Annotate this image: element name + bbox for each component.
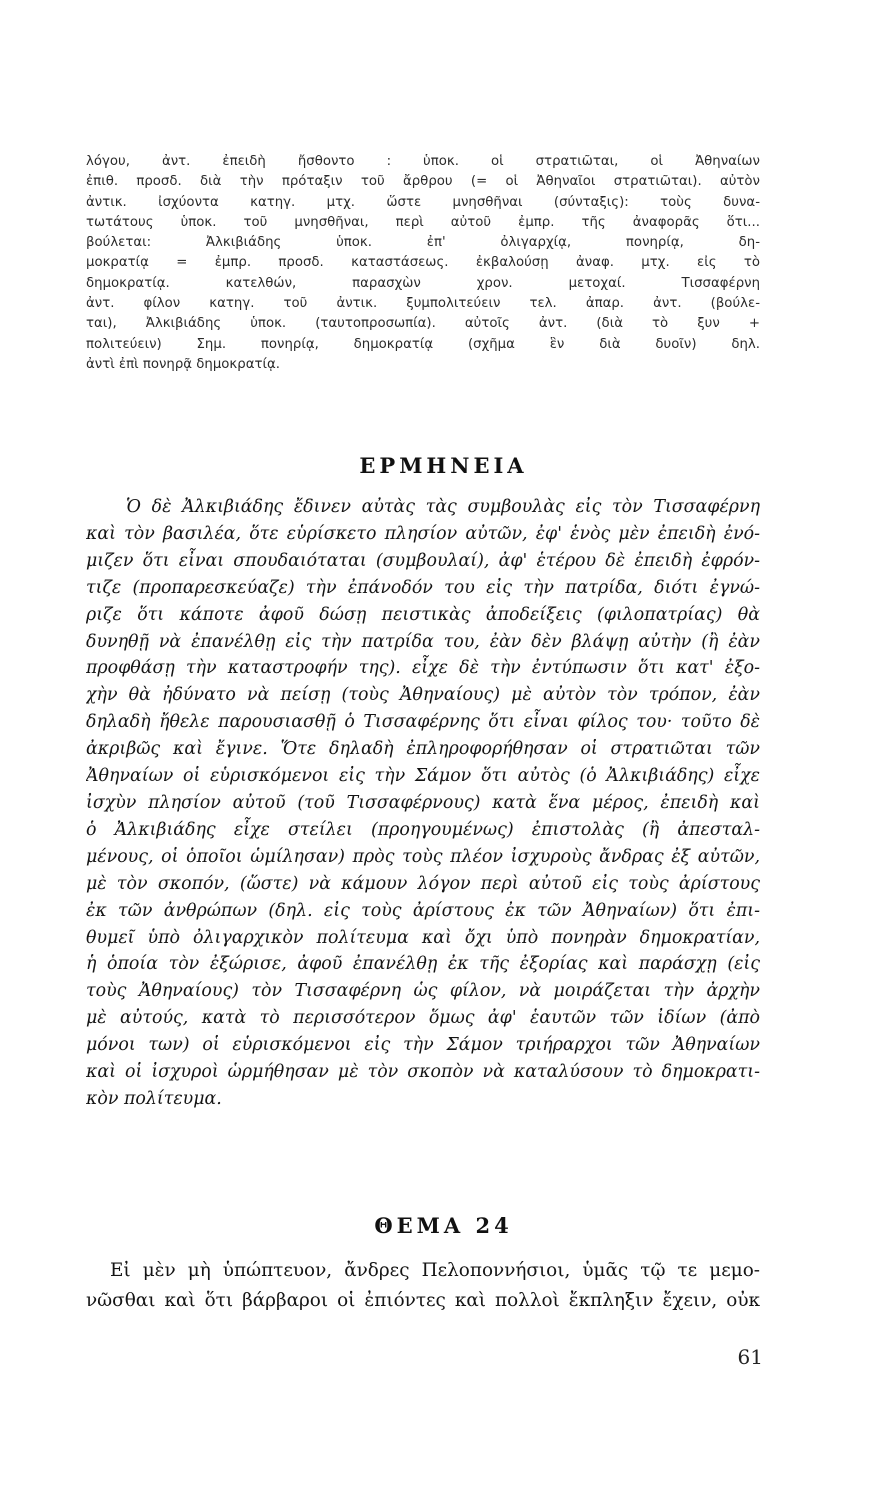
notes-line: ἀντὶ ἐπὶ πονηρᾷ δημοκρατίᾳ. <box>86 356 280 372</box>
translation-line: ἐκ τῶν ἀνθρώπων (δηλ. εἰς τοὺς ἀρίστους ἐκ τῶν Ἀθηναίων) ὅτι ἐπι- <box>86 900 760 921</box>
translation-line: μὲ τὸν σκοπόν, (ὥστε) νὰ κάμουν λόγον περὶ αὐτοῦ εἰς τοὺς ἀρίστους <box>86 873 760 894</box>
section-heading-ermineia: ΕΡΜΗΝΕΙΑ <box>359 453 528 478</box>
translation-line: καὶ οἱ ἰσχυροὶ ὡρμήθησαν μὲ τὸν σκοπὸν νὰ καταλύσουν τὸ δημοκρατι- <box>86 1062 760 1083</box>
notes-line: βούλεται: Ἀλκιβιάδης ὑποκ. ἐπ' ὀλιγαρχίᾳ, πονηρίᾳ, δη- <box>86 235 760 251</box>
notes-line: ἀντ. φίλον κατηγ. τοῦ ἀντικ. ξυμπολιτεύειν τελ. ἀπαρ. ἀντ. (βούλε- <box>86 296 760 312</box>
translation-line: κὸν πολίτευμα. <box>86 1088 222 1109</box>
translation-line: μιζεν ὅτι εἶναι σπουδαιόταται (συμβουλαί), ἀφ' ἑτέρου δὲ ἐπειδὴ ἐφρόν- <box>86 550 760 571</box>
notes-line: ται), Ἀλκιβιάδης ὑποκ. (ταυτοπροσωπία). αὐτοῖς ἀντ. (διὰ τὸ ξυν + <box>86 316 760 332</box>
thema-text-paragraph <box>86 1256 760 1316</box>
notes-line: ἀντικ. ἰσχύοντα κατηγ. μτχ. ὥστε μνησθῆναι (σύνταξις): τοὺς δυνα- <box>86 194 760 210</box>
translation-line: μόνοι των) οἱ εὑρισκόμενοι εἰς τὴν Σάμον τριήραρχοι τῶν Ἀθηναίων <box>86 1035 760 1056</box>
page-number: 61 <box>737 1345 763 1369</box>
notes-line: τωτάτους ὑποκ. τοῦ μνησθῆναι, περὶ αὐτοῦ ἐμπρ. τῆς ἀναφορᾶς ὅτι... <box>86 214 760 230</box>
translation-line: ριζε ὅτι κάποτε ἀφοῦ δώσῃ πειστικὰς ἀποδείξεις (φιλοπατρίας) θὰ <box>86 604 760 625</box>
notes-line: μοκρατίᾳ = ἐμπρ. προσδ. καταστάσεως. ἐκβαλούσῃ ἀναφ. μτχ. εἰς τὸ <box>86 255 760 271</box>
translation-line: προφθάσῃ τὴν καταστροφήν της). εἶχε δὲ τὴν ἐντύπωσιν ὅτι κατ' ἐξο- <box>86 658 760 679</box>
notes-line: δημοκρατίᾳ. κατελθών, παρασχὼν χρον. μετοχαί. Τισσαφέρνη <box>86 275 760 291</box>
thema-text-line: νῶσθαι καὶ ὅτι βάρβαροι οἱ ἐπιόντες καὶ πολλοὶ ἔκπληξιν ἔχειν, οὐκ <box>86 1290 760 1311</box>
translation-line: ἡ ὁποία τὸν ἐξώρισε, ἀφοῦ ἐπανέλθῃ ἐκ τῆς ἐξορίας καὶ παράσχῃ (εἰς <box>86 954 760 975</box>
translation-line: Ὁ δὲ Ἀλκιβιάδης ἔδινεν αὐτὰς τὰς συμβουλὰς εἰς τὸν Τισσαφέρνη <box>126 497 760 517</box>
translation-line: καὶ τὸν βασιλέα, ὅτε εὑρίσκετο πλησίον αὐτῶν, ἐφ' ἑνὸς μὲν ἐπειδὴ ἐνό- <box>86 523 760 544</box>
translation-line: τοὺς Ἀθηναίους) τὸν Τισσαφέρνη ὡς φίλον, νὰ μοιράζεται τὴν ἀρχὴν <box>86 981 760 1002</box>
thema-text-line: Εἰ μὲν μὴ ὑπώπτευον, ἄνδρες Πελοποννήσιοι, ὑμᾶς τῷ τε μεμο- <box>110 1260 760 1281</box>
translation-line: ἀκριβῶς καὶ ἔγινε. Ὅτε δηλαδὴ ἐπληροφορήθησαν οἱ στρατιῶται τῶν <box>86 739 760 760</box>
notes-line: πολιτεύειν) Σημ. πονηρίᾳ, δημοκρατίᾳ (σχῆμα ἓν διὰ δυοῖν) δηλ. <box>86 336 760 352</box>
translation-line: θυμεῖ ὑπὸ ὀλιγαρχικὸν πολίτευμα καὶ ὄχι ὑπὸ πονηρὰν δημοκρατίαν, <box>86 927 760 948</box>
translation-line: Ἀθηναίων οἱ εὑρισκόμενοι εἰς τὴν Σάμον ὅτι αὐτὸς (ὁ Ἀλκιβιάδης) εἶχε <box>86 766 760 787</box>
translation-line: μὲ αὐτούς, κατὰ τὸ περισσότερον ὅμως ἀφ' ἑαυτῶν τῶν ἰδίων (ἀπὸ <box>86 1008 760 1029</box>
translation-paragraph <box>86 494 760 1113</box>
translation-line: ὁ Ἀλκιβιάδης εἶχε στείλει (προηγουμένως) ἐπιστολὰς (ἢ ἀπεσταλ- <box>86 819 760 840</box>
notes-line: λόγου, ἀντ. ἐπειδὴ ἤσθοντο : ὑποκ. οἱ στρατιῶται, οἱ Ἀθηναίων <box>86 154 760 169</box>
notes-line: ἐπιθ. προσδ. διὰ τὴν πρόταξιν τοῦ ἄρθρου (= οἱ Ἀθηναῖοι στρατιῶται). αὐτὸν <box>86 174 760 190</box>
translation-line: χὴν θὰ ἠδύνατο νὰ πείσῃ (τοὺς Ἀθηναίους) μὲ αὐτὸν τὸν τρόπον, ἐὰν <box>86 685 760 706</box>
grammatical-notes <box>86 152 760 375</box>
section-heading-thema: ΘΕΜΑ 24 <box>374 1213 513 1238</box>
translation-line: δυνηθῇ νὰ ἐπανέλθῃ εἰς τὴν πατρίδα του, ἐὰν δὲν βλάψῃ αὐτὴν (ἢ ἐὰν <box>86 631 760 652</box>
translation-line: μένους, οἱ ὁποῖοι ὡμίλησαν) πρὸς τοὺς πλέον ἰσχυροὺς ἄνδρας ἐξ αὐτῶν, <box>86 846 760 867</box>
translation-line: ἰσχὺν πλησίον αὐτοῦ (τοῦ Τισσαφέρνους) κατὰ ἕνα μέρος, ἐπειδὴ καὶ <box>86 792 760 813</box>
translation-line: τιζε (προπαρεσκεύαζε) τὴν ἐπάνοδόν του εἰς τὴν πατρίδα, διότι ἐγνώ- <box>86 577 760 598</box>
translation-line: δηλαδὴ ἤθελε παρουσιασθῇ ὁ Τισσαφέρνης ὅτι εἶναι φίλος του· τοῦτο δὲ <box>86 712 760 733</box>
